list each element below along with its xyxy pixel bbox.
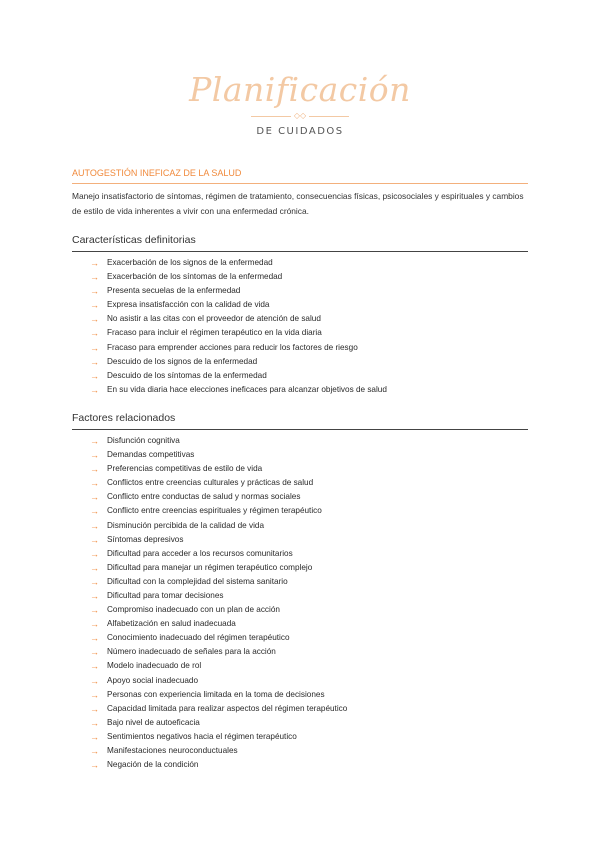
arrow-right-icon: → xyxy=(90,300,99,311)
list-item-text: Dificultad para acceder a los recursos comunitarios xyxy=(107,548,293,558)
arrow-right-icon: → xyxy=(90,342,99,353)
list-item xyxy=(90,312,528,326)
list-item xyxy=(90,256,528,270)
arrow-right-icon: → xyxy=(90,492,99,503)
list-item-text: Dificultad con la complejidad del sistema sanitario xyxy=(107,576,288,586)
list-item xyxy=(90,434,528,448)
arrow-right-icon: → xyxy=(90,272,99,283)
ornament-line-right xyxy=(309,116,349,117)
list-item xyxy=(90,575,528,589)
list-item-text: En su vida diaria hace elecciones ineficaces para alcanzar objetivos de salud xyxy=(107,384,387,394)
list-item-text: Conocimiento inadecuado del régimen terapéutico xyxy=(107,633,290,643)
arrow-right-icon: → xyxy=(90,450,99,461)
list-item-text: Negación de la condición xyxy=(107,760,199,770)
list-item xyxy=(90,341,528,355)
diagnosis-title: AUTOGESTIÓN INEFICAZ DE LA SALUD xyxy=(72,168,242,178)
list-item-text: Personas con experiencia limitada en la toma de decisiones xyxy=(107,689,325,699)
list-item xyxy=(90,270,528,284)
list-item-text: Fracaso para incluir el régimen terapéutico en la vida diaria xyxy=(107,328,322,338)
list-item-text: Compromiso inadecuado con un plan de acción xyxy=(107,605,280,615)
list-item-text: Manifestaciones neuroconductuales xyxy=(107,746,238,755)
arrow-right-icon: → xyxy=(90,703,99,714)
list-item xyxy=(90,476,528,490)
list-item xyxy=(90,589,528,603)
list-item-text: Presenta secuelas de la enfermedad xyxy=(107,286,241,296)
list-item-text: Expresa insatisfacción con la calidad de vida xyxy=(107,300,270,310)
list-item xyxy=(90,617,528,631)
arrow-right-icon: → xyxy=(90,314,99,325)
arrow-right-icon: → xyxy=(90,633,99,644)
characteristics-divider xyxy=(72,251,528,252)
arrow-right-icon: → xyxy=(90,328,99,339)
arrow-right-icon: → xyxy=(90,370,99,381)
list-item-text: Conflicto entre creencias espirituales y régimen terapéutico xyxy=(107,506,322,516)
list-item-text: Exacerbación de los síntomas de la enfermedad xyxy=(107,272,283,282)
list-item xyxy=(90,645,528,659)
arrow-right-icon: → xyxy=(90,675,99,686)
list-item-text: Bajo nivel de autoeficacia xyxy=(107,717,200,727)
arrow-right-icon: → xyxy=(90,384,99,395)
list-item xyxy=(90,603,528,617)
arrow-right-icon: → xyxy=(90,689,99,700)
list-item-text: Preferencias competitivas de estilo de vida xyxy=(107,464,263,474)
list-item xyxy=(90,561,528,575)
list-item-text: Número inadecuado de señales para la acción xyxy=(107,647,276,657)
list-item xyxy=(90,688,528,702)
list-item-text: Disfunción cognitiva xyxy=(107,435,180,445)
list-item xyxy=(90,298,528,312)
arrow-right-icon: → xyxy=(90,731,99,742)
arrow-right-icon: → xyxy=(90,562,99,573)
list-item-text: Capacidad limitada para realizar aspectos del régimen terapéutico xyxy=(107,703,348,713)
arrow-right-icon: → xyxy=(90,478,99,489)
arrow-right-icon: → xyxy=(90,435,99,446)
list-item xyxy=(90,326,528,340)
arrow-right-icon: → xyxy=(90,590,99,601)
list-item xyxy=(90,716,528,730)
list-item-text: Demandas competitivas xyxy=(107,450,195,460)
list-item-text: Síntomas depresivos xyxy=(107,534,184,544)
arrow-right-icon: → xyxy=(90,661,99,672)
list-item xyxy=(90,533,528,547)
list-item xyxy=(90,448,528,462)
list-item xyxy=(90,631,528,645)
list-item-text: Disminución percibida de la calidad de vida xyxy=(107,520,265,530)
list-item-text: Modelo inadecuado de rol xyxy=(107,661,202,671)
list-item xyxy=(90,504,528,518)
list-item xyxy=(90,519,528,533)
page-subtitle: DE CUIDADOS xyxy=(256,126,344,137)
list-item-text: Fracaso para emprender acciones para reducir los factores de riesgo xyxy=(107,342,358,352)
arrow-right-icon: → xyxy=(90,619,99,630)
document-content xyxy=(72,167,528,772)
list-item-text: Alfabetización en salud inadecuada xyxy=(107,619,236,629)
diagnosis-definition: Manejo insatisfactorio de síntomas, régimen de tratamiento, consecuencias físicas, psicosociales y espirituales y cambios de estilo de vida inherentes a vivir con una enfermedad crónica. xyxy=(72,191,524,216)
arrow-right-icon: → xyxy=(90,534,99,545)
list-item xyxy=(90,730,528,744)
list-item xyxy=(90,702,528,716)
list-item xyxy=(90,547,528,561)
list-item-text: No asistir a las citas con el proveedor de atención de salud xyxy=(107,314,321,324)
list-item xyxy=(90,490,528,504)
diagnosis-divider xyxy=(72,183,528,184)
factors-list xyxy=(72,434,528,772)
arrow-right-icon: → xyxy=(90,520,99,531)
list-item-text: Dificultad para tomar decisiones xyxy=(107,590,224,600)
list-item xyxy=(90,462,528,476)
arrow-right-icon: → xyxy=(90,548,99,559)
list-item-text: Conflicto entre conductas de salud y normas sociales xyxy=(107,492,301,502)
characteristics-title: Características definitorias xyxy=(72,234,196,246)
arrow-right-icon: → xyxy=(90,356,99,367)
list-item-text: Conflictos entre creencias culturales y prácticas de salud xyxy=(107,478,314,488)
factors-divider xyxy=(72,429,528,430)
characteristics-list xyxy=(72,256,528,397)
arrow-right-icon: → xyxy=(90,647,99,658)
list-item xyxy=(90,744,528,758)
arrow-right-icon: → xyxy=(90,286,99,297)
arrow-right-icon: → xyxy=(90,717,99,728)
list-item xyxy=(90,369,528,383)
list-item-text: Exacerbación de los signos de la enfermedad xyxy=(107,258,273,267)
list-item-text: Descuido de los síntomas de la enfermedad xyxy=(107,370,267,380)
page-header xyxy=(0,70,600,137)
list-item xyxy=(90,284,528,298)
factors-title: Factores relacionados xyxy=(72,411,176,424)
arrow-right-icon: → xyxy=(90,746,99,756)
arrow-right-icon: → xyxy=(90,464,99,475)
list-item-text: Descuido de los signos de la enfermedad xyxy=(107,356,258,366)
list-item xyxy=(90,659,528,673)
arrow-right-icon: → xyxy=(90,605,99,616)
title-ornament xyxy=(0,111,600,121)
diamond-ornament-icon: ◇◇ xyxy=(293,111,307,120)
arrow-right-icon: → xyxy=(90,576,99,587)
list-item xyxy=(90,355,528,369)
list-item xyxy=(90,674,528,688)
list-item-text: Apoyo social inadecuado xyxy=(107,675,199,685)
arrow-right-icon: → xyxy=(90,506,99,517)
arrow-right-icon: → xyxy=(90,258,99,268)
page-title: Planificación xyxy=(189,70,411,109)
ornament-line-left xyxy=(251,116,291,117)
list-item-text: Sentimientos negativos hacia el régimen terapéutico xyxy=(107,731,297,741)
list-item xyxy=(90,758,528,772)
list-item xyxy=(90,383,528,397)
list-item-text: Dificultad para manejar un régimen terapéutico complejo xyxy=(107,562,313,572)
arrow-right-icon: → xyxy=(90,760,99,771)
